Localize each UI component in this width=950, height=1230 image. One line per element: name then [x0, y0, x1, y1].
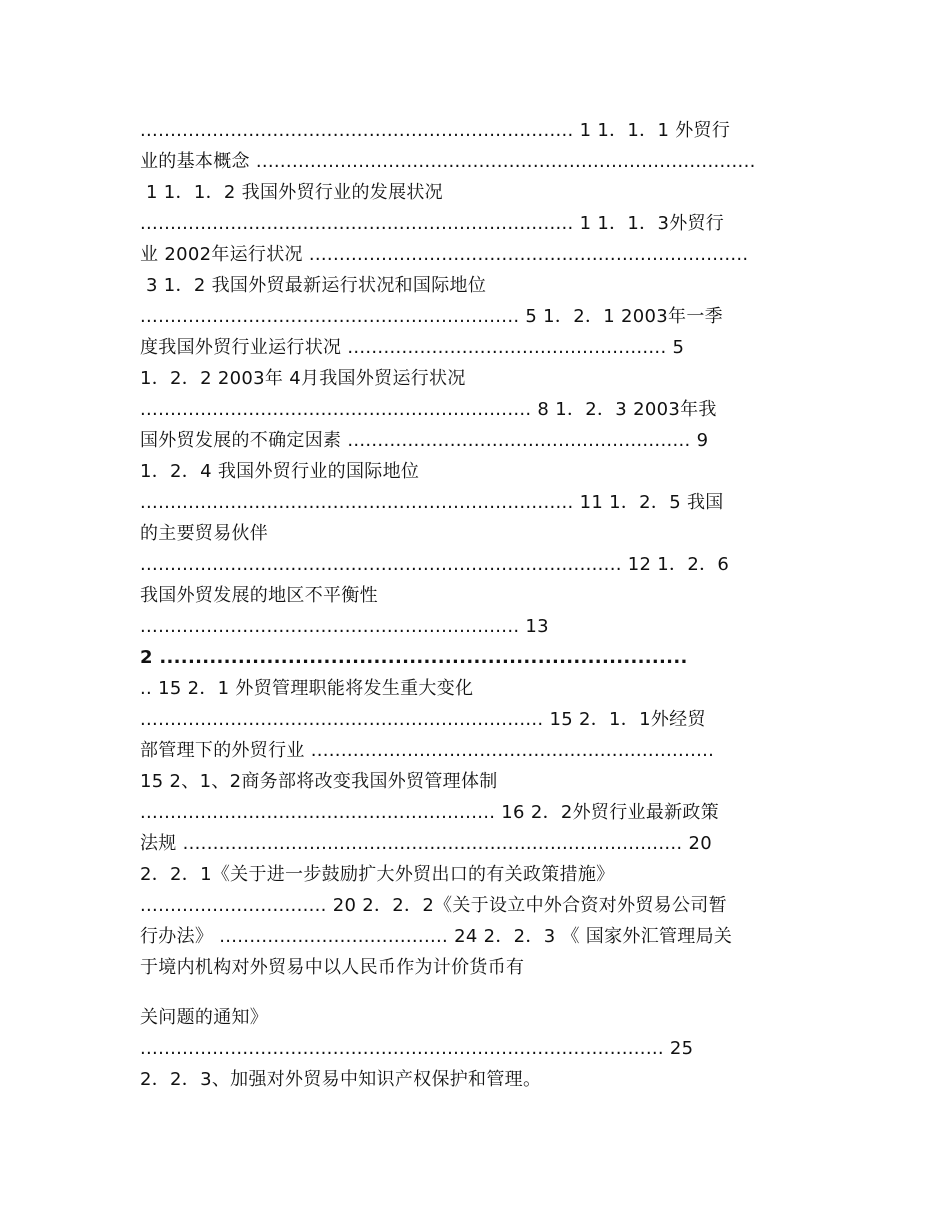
toc-line: 2．2．1《关于进一步鼓励扩大外贸出口的有关政策措施》 — [140, 864, 615, 885]
toc-line: 度我国外贸行业运行状况 ..................................................... 5 — [140, 337, 685, 358]
toc-line: 1．2．2 2003年 4月我国外贸运行状况 — [140, 368, 466, 389]
toc-line: ........................................................... 16 2．2外贸行业最新政策 — [140, 802, 720, 823]
toc-line: ................................................................. 8 1．2．3 2003年我 — [140, 399, 717, 420]
toc-line: .. 15 2．1 外贸管理职能将发生重大变化 — [140, 678, 474, 699]
toc-line: 业 2002年运行状况 ......................................................................... — [140, 244, 749, 265]
toc-line: 的主要贸易伙伴 — [140, 523, 269, 544]
toc-line: 业的基本概念 ................................................................................... — [140, 151, 756, 172]
toc-line: ........................................................................ 11 1．2．5 我国 — [140, 492, 724, 513]
toc-line: ........................................................................ 1 1．1．1 外贸行 — [140, 120, 731, 141]
toc-line: ............................................................... 13 — [140, 616, 549, 637]
toc-line: 国外贸发展的不确定因素 ......................................................... 9 — [140, 430, 709, 451]
toc-line: ........................................................................ 1 1．1．3外贸行 — [140, 213, 725, 234]
toc-line: ............................................................... 5 1．2．1 2003年一季 — [140, 306, 723, 327]
toc-line: 部管理下的外贸行业 ................................................................... — [140, 740, 715, 761]
toc-line: 1．2．4 我国外贸行业的国际地位 — [140, 461, 420, 482]
toc-line: 1 1．1．2 我国外贸行业的发展状况 — [140, 182, 443, 203]
toc-line: 于境内机构对外贸易中以人民币作为计价货币有 — [140, 957, 525, 978]
toc-line: ....................................................................................... 25 — [140, 1038, 694, 1059]
toc-line: 我国外贸发展的地区不平衡性 — [140, 585, 378, 606]
toc-line: ................................................................... 15 2．1．1外经贸 — [140, 709, 706, 730]
toc-line: 3 1．2 我国外贸最新运行状况和国际地位 — [140, 275, 487, 296]
toc-line: 15 2、1、2商务部将改变我国外贸管理体制 — [140, 771, 498, 792]
toc-line: 关问题的通知》 — [140, 1007, 269, 1028]
toc-line: 2．2．3、加强对外贸易中知识产权保护和管理。 — [140, 1069, 542, 1090]
toc-chapter-line: 2 .......................................................................... — [140, 647, 688, 668]
toc-line: ............................... 20 2．2．2《关于设立中外合资对外贸易公司暂 — [140, 895, 727, 916]
toc-line: 法规 ................................................................................... 20 — [140, 833, 712, 854]
toc-line: 行办法》 ...................................... 24 2．2．3 《 国家外汇管理局关 — [140, 926, 733, 947]
toc-line: ................................................................................ 12 1．2．6 — [140, 554, 730, 575]
